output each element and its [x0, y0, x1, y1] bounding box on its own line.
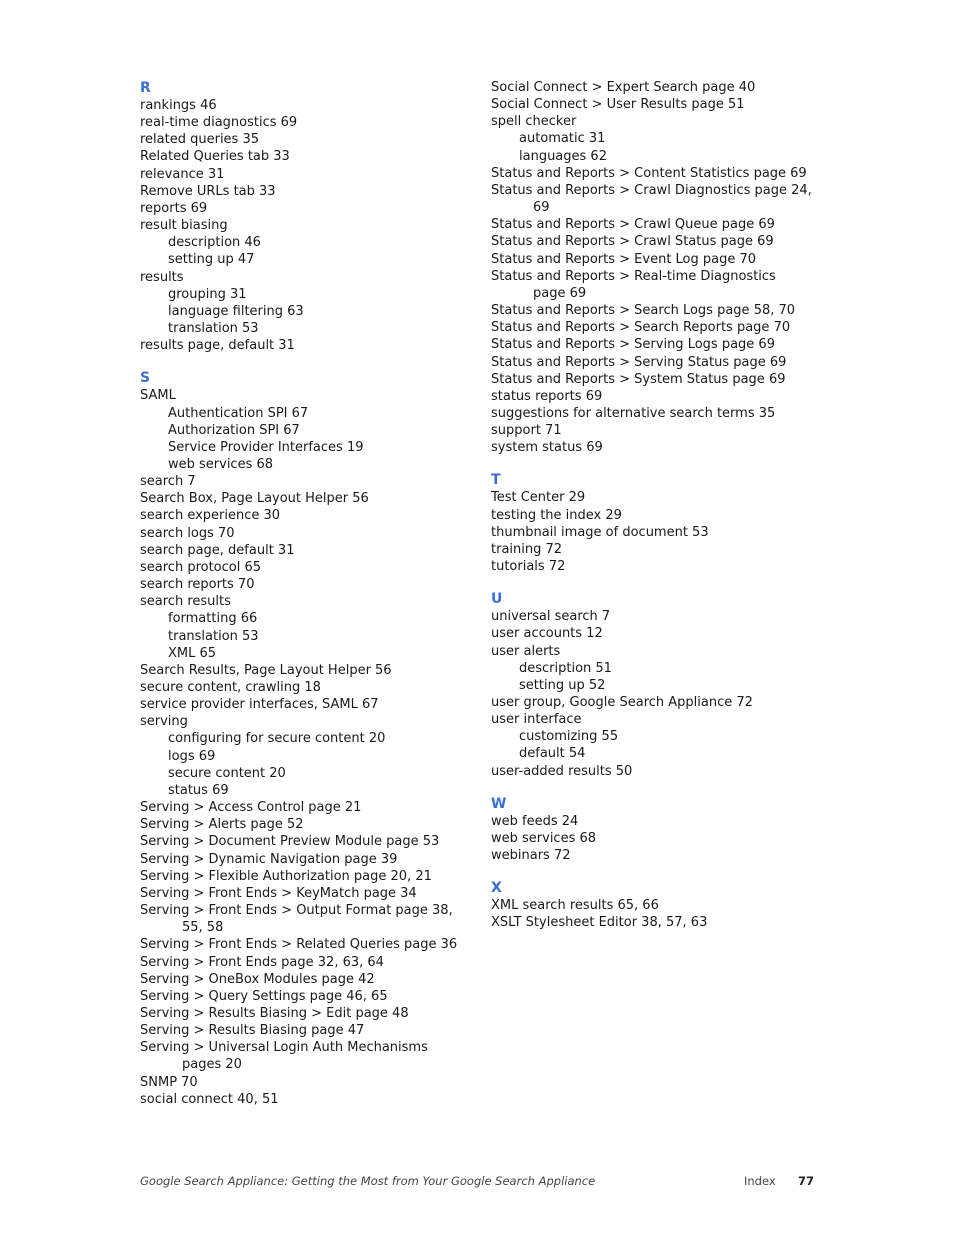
index-entry	[140, 183, 470, 200]
index-entry	[491, 847, 821, 864]
entry-line: results page, default 31	[140, 338, 295, 354]
index-entry	[491, 489, 821, 506]
entry-line: reports 69	[140, 200, 208, 216]
index-entry	[140, 902, 470, 936]
index-entry	[491, 79, 821, 96]
index-entry	[491, 371, 821, 388]
index-section	[491, 590, 821, 780]
index-subentry	[140, 730, 470, 747]
entry-line: search reports 70	[140, 577, 255, 593]
index-entry	[140, 217, 470, 234]
entry-line: results	[140, 269, 184, 285]
entry-line: status reports 69	[491, 388, 603, 404]
entry-line: Related Queries tab 33	[140, 149, 290, 165]
index-entry	[491, 388, 821, 405]
section-letter-heading: U	[491, 591, 503, 608]
entry-line: Serving > OneBox Modules page 42	[140, 971, 375, 987]
index-entry	[140, 988, 470, 1005]
section-letter-heading: T	[491, 472, 501, 489]
entry-line: customizing 55	[519, 729, 619, 745]
index-subentry	[140, 234, 470, 251]
entry-line: SNMP 70	[140, 1074, 198, 1090]
entry-line: webinars 72	[491, 848, 571, 864]
entry-line: web services 68	[168, 456, 274, 472]
index-entry	[140, 799, 470, 816]
index-entry	[140, 662, 470, 679]
entry-line: Serving > Front Ends > Related Queries page 36	[140, 937, 458, 953]
index-entry	[140, 1039, 470, 1073]
entry-line: Status and Reports > Event Log page 70	[491, 251, 757, 267]
entry-line: Social Connect > Expert Search page 40	[491, 80, 756, 95]
index-subentry	[140, 628, 470, 645]
index-subentry	[491, 130, 821, 147]
index-entry	[140, 971, 470, 988]
index-section	[491, 795, 821, 864]
index-entry	[491, 558, 821, 575]
entry-line: Authentication SPI 67	[168, 405, 309, 421]
index-entry	[491, 643, 821, 660]
entry-line: search protocol 65	[140, 559, 262, 575]
entry-line: tutorials 72	[491, 559, 566, 575]
entry-line: rankings 46	[140, 98, 217, 113]
entry-line: user-added results 50	[491, 763, 633, 779]
entry-line: Search Results, Page Layout Helper 56	[140, 662, 392, 678]
entry-line: serving	[140, 714, 188, 730]
index-entry	[491, 914, 821, 931]
index-entry	[140, 131, 470, 148]
index-entry	[491, 96, 821, 113]
entry-line: pages 20	[182, 1057, 242, 1073]
index-subentry	[140, 610, 470, 627]
index-entry	[491, 319, 821, 336]
entry-line: related queries 35	[140, 132, 260, 148]
section-letter-heading: W	[491, 795, 507, 812]
index-subentry	[140, 405, 470, 422]
footer-section-name: Index	[744, 1174, 776, 1188]
entry-line: page 69	[533, 285, 587, 301]
entry-line: languages 62	[519, 148, 607, 164]
entry-line: description 46	[168, 235, 261, 251]
index-section	[491, 471, 821, 575]
index-section	[140, 79, 470, 354]
index-entry	[491, 813, 821, 830]
entry-line: Remove URLs tab 33	[140, 183, 276, 199]
index-entry	[140, 525, 470, 542]
section-letter-heading: X	[491, 880, 502, 897]
index-entry	[491, 763, 821, 780]
entry-line: Status and Reports > Crawl Diagnostics page 24,	[491, 182, 812, 198]
index-subentry	[491, 728, 821, 745]
entry-line: service provider interfaces, SAML 67	[140, 697, 379, 713]
index-entry	[491, 216, 821, 233]
entry-line: Status and Reports > Search Logs page 58, 70	[491, 303, 796, 319]
index-entry	[491, 165, 821, 182]
entry-line: Search Box, Page Layout Helper 56	[140, 491, 369, 507]
index-entry	[140, 200, 470, 217]
entry-line: grouping 31	[168, 286, 247, 302]
entry-line: user interface	[491, 712, 582, 728]
entry-line: formatting 66	[168, 611, 258, 627]
entry-line: Authorization SPI 67	[168, 422, 300, 438]
entry-line: social connect 40, 51	[140, 1091, 279, 1107]
index-entry	[140, 507, 470, 524]
entry-line: Test Center 29	[491, 490, 586, 506]
entry-line: 69	[533, 200, 550, 216]
entry-line: universal search 7	[491, 609, 611, 625]
entry-line: language filtering 63	[168, 303, 304, 319]
entry-line: setting up 52	[519, 677, 606, 693]
entry-line: search experience 30	[140, 508, 281, 524]
index-entry	[140, 387, 470, 404]
index-entry	[140, 114, 470, 131]
page-footer	[140, 1174, 814, 1190]
index-entry	[140, 97, 470, 114]
index-column-right	[491, 79, 821, 947]
index-entry	[140, 542, 470, 559]
index-entry	[491, 830, 821, 847]
entry-line: Status and Reports > Search Reports page 70	[491, 320, 791, 336]
index-entry	[491, 507, 821, 524]
index-entry	[140, 868, 470, 885]
index-entry	[140, 851, 470, 868]
entry-line: suggestions for alternative search terms 35	[491, 405, 776, 421]
footer-document-title: Google Search Appliance: Getting the Most from Your Google Search Appliance	[140, 1174, 596, 1188]
section-letter-heading: S	[140, 370, 151, 387]
entry-line: translation 53	[168, 321, 259, 337]
entry-line: XML search results 65, 66	[491, 898, 659, 914]
entry-line: Status and Reports > Serving Logs page 69	[491, 337, 775, 353]
entry-line: secure content 20	[168, 765, 286, 781]
entry-line: web services 68	[491, 830, 597, 846]
entry-line: search logs 70	[140, 525, 235, 541]
entry-line: status 69	[168, 782, 229, 798]
entry-line: user accounts 12	[491, 626, 603, 642]
index-entry	[491, 405, 821, 422]
index-entry	[140, 816, 470, 833]
index-subentry	[491, 148, 821, 165]
entry-line: Status and Reports > Crawl Status page 69	[491, 234, 774, 250]
index-entry	[140, 490, 470, 507]
entry-line: system status 69	[491, 440, 603, 456]
entry-line: Serving > Front Ends > Output Format page 38,	[140, 903, 453, 919]
index-entry	[491, 336, 821, 353]
page-number: 77	[797, 1174, 814, 1188]
entry-line: user group, Google Search Appliance 72	[491, 695, 753, 710]
index-section	[491, 879, 821, 931]
index-subentry	[140, 645, 470, 662]
entry-line: training 72	[491, 541, 563, 557]
entry-line: search 7	[140, 474, 196, 490]
entry-line: translation 53	[168, 628, 259, 644]
index-entry	[140, 936, 470, 953]
index-entry	[140, 1005, 470, 1022]
index-entry	[140, 1091, 470, 1108]
entry-line: support 71	[491, 423, 562, 439]
index-subentry	[140, 422, 470, 439]
index-entry	[491, 541, 821, 558]
entry-line: XSLT Stylesheet Editor 38, 57, 63	[491, 915, 708, 931]
entry-line: Serving > Universal Login Auth Mechanisms	[140, 1040, 428, 1056]
entry-line: web feeds 24	[491, 813, 579, 829]
index-entry	[140, 473, 470, 490]
index-entry	[140, 269, 470, 286]
entry-line: Serving > Dynamic Navigation page 39	[140, 851, 398, 867]
entry-line: Serving > Flexible Authorization page 20, 21	[140, 868, 432, 884]
entry-line: secure content, crawling 18	[140, 680, 321, 695]
index-entry	[140, 1074, 470, 1091]
index-column-left	[140, 79, 470, 1123]
index-entry	[140, 593, 470, 610]
index-entry	[140, 679, 470, 696]
index-subentry	[491, 745, 821, 762]
index-entry	[140, 1022, 470, 1039]
index-subentry	[140, 748, 470, 765]
entry-line: real-time diagnostics 69	[140, 115, 298, 131]
index-entry	[140, 576, 470, 593]
entry-line: Serving > Results Biasing > Edit page 48	[140, 1005, 409, 1021]
index-entry	[491, 422, 821, 439]
entry-line: spell checker	[491, 114, 577, 130]
index-entry	[491, 625, 821, 642]
index-subentry	[491, 677, 821, 694]
entry-line: logs 69	[168, 748, 216, 764]
entry-line: SAML	[140, 388, 176, 404]
entry-line: Serving > Front Ends page 32, 63, 64	[140, 954, 384, 970]
entry-line: user alerts	[491, 643, 561, 659]
index-entry	[491, 251, 821, 268]
index-entry	[491, 694, 821, 711]
entry-line: Serving > Document Preview Module page 53	[140, 834, 440, 850]
index-subentry	[140, 251, 470, 268]
index-entry	[491, 113, 821, 130]
entry-line: Status and Reports > Content Statistics page 69	[491, 165, 807, 181]
entry-line: result biasing	[140, 218, 228, 234]
entry-line: 55, 58	[182, 920, 224, 936]
entry-line: relevance 31	[140, 166, 225, 182]
entry-line: setting up 47	[168, 252, 255, 268]
entry-line: Status and Reports > Crawl Queue page 69	[491, 217, 775, 233]
index-entry	[491, 182, 821, 216]
index-entry	[140, 148, 470, 165]
entry-line: Status and Reports > Real-time Diagnostics	[491, 268, 776, 284]
entry-line: XML 65	[168, 645, 217, 661]
entry-line: Serving > Query Settings page 46, 65	[140, 988, 388, 1004]
index-entry	[140, 954, 470, 971]
index-subentry	[140, 303, 470, 320]
index-entry	[140, 833, 470, 850]
index-subentry	[140, 765, 470, 782]
entry-line: configuring for secure content 20	[168, 731, 386, 747]
index-entry	[491, 268, 821, 302]
index-entry	[140, 713, 470, 730]
index-entry	[491, 897, 821, 914]
entry-line: Serving > Alerts page 52	[140, 817, 304, 833]
index-entry	[140, 166, 470, 183]
index-subentry	[140, 286, 470, 303]
index-subentry	[140, 456, 470, 473]
index-subentry	[140, 439, 470, 456]
entry-line: thumbnail image of document 53	[491, 524, 709, 540]
entry-line: Serving > Access Control page 21	[140, 800, 362, 816]
entry-line: Service Provider Interfaces 19	[168, 439, 364, 455]
entry-line: Serving > Results Biasing page 47	[140, 1023, 365, 1039]
index-section	[140, 369, 470, 1108]
index-subentry	[140, 320, 470, 337]
entry-line: automatic 31	[519, 131, 606, 147]
entry-line: Serving > Front Ends > KeyMatch page 34	[140, 885, 417, 901]
section-letter-heading: R	[140, 80, 151, 96]
index-entry	[491, 233, 821, 250]
index-entry	[140, 337, 470, 354]
index-subentry	[140, 782, 470, 799]
index-entry	[491, 439, 821, 456]
entry-line: search results	[140, 594, 231, 610]
entry-line: Social Connect > User Results page 51	[491, 97, 745, 113]
index-entry	[491, 524, 821, 541]
index-entry	[140, 885, 470, 902]
entry-line: Status and Reports > System Status page 69	[491, 371, 786, 387]
entry-line: search page, default 31	[140, 542, 295, 558]
entry-line: Status and Reports > Serving Status page 69	[491, 354, 787, 370]
entry-line: description 51	[519, 660, 612, 676]
entry-line: default 54	[519, 746, 586, 762]
index-entry	[140, 696, 470, 713]
index-entry	[491, 354, 821, 371]
index-section	[491, 79, 821, 456]
index-entry	[491, 302, 821, 319]
index-entry	[491, 608, 821, 625]
index-subentry	[491, 660, 821, 677]
index-entry	[491, 711, 821, 728]
index-entry	[140, 559, 470, 576]
entry-line: testing the index 29	[491, 507, 622, 523]
